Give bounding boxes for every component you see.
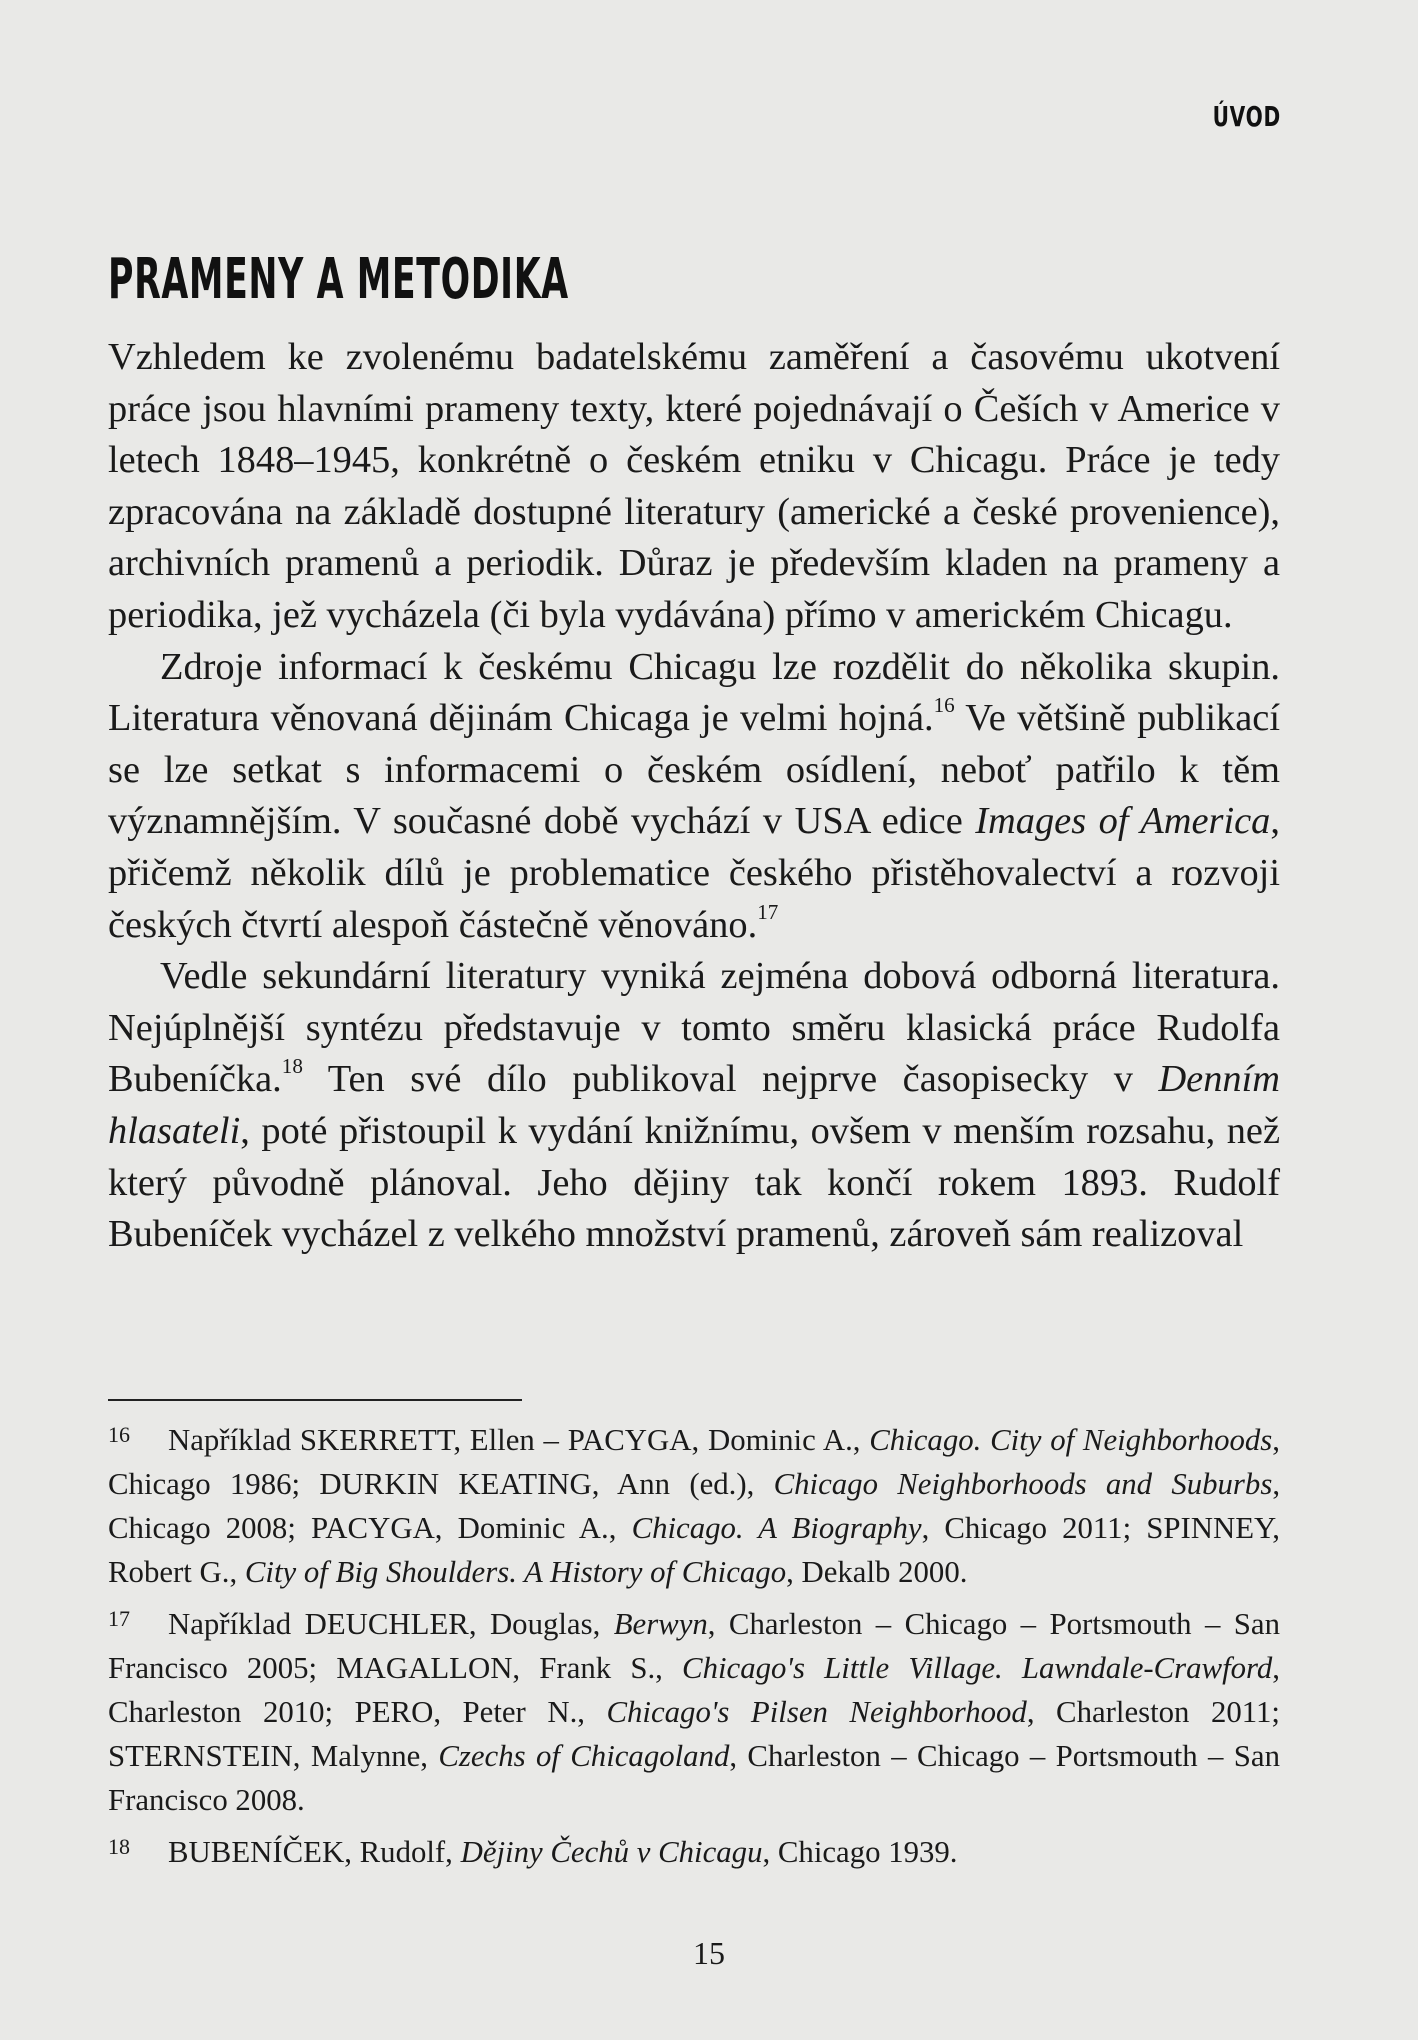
body-text (108, 332, 1280, 1261)
running-head: ÚVOD (1212, 100, 1281, 133)
paragraph-2-text: Zdroje informací k českému Chicagu lze rozdělit do několika skupin. Literatura věnovaná dějinám Chicaga je velmi hojná. (108, 645, 1280, 740)
footnote-18: 18 BUBENÍČEK, Rudolf, Dějiny Čechů v Chicagu, Chicago 1939. (108, 1834, 958, 1869)
chapter-title: PRAMENY A METODIKA (108, 247, 569, 312)
paragraph-2 (108, 642, 1280, 952)
book-title: Chicago Neighborhoods and Suburbs (773, 1467, 1273, 1501)
book-title: Chicago. City of Neighborhoods (869, 1423, 1273, 1457)
footnote-17: 17 Například DEUCHLER, Douglas, Berwyn, Charleston – Chicago – Portsmouth – San Francisco 2005; MAGALLON, Frank S., Chicago's Little Village. Lawndale-Crawford, Charleston 2010; PERO, Peter N., Chicago's Pilsen Neighborhood, Charleston 2011; STERNSTEIN, Malynne, Czechs of Chicagoland, Charleston – Chicago – Portsmouth – San Francisco 2008. (108, 1606, 1280, 1817)
footnote-text: , Charleston – Chicago – Portsmouth – San Francisco 2008. (108, 1739, 1280, 1817)
footnote-16: 16 Například SKERRETT, Ellen – PACYGA, Dominic A., Chicago. City of Neighborhoods, Chicago 1986; DURKIN KEATING, Ann (ed.), Chicago Neighborhoods and Suburbs, Chicago 2008; PACYGA, Dominic A., Chicago. A Biography, Chicago 2011; SPINNEY, Robert G., City of Big Shoulders. A History of Chicago, Dekalb 2000. (108, 1422, 1281, 1589)
footnote-ref-18[interactable]: 18 (281, 1054, 303, 1079)
book-title: Czechs of Chicagoland (438, 1739, 730, 1773)
footnote-divider (108, 1399, 522, 1401)
series-title: Images of America (975, 800, 1271, 843)
footnote-text: , Chicago 1986; DURKIN KEATING, Ann (ed.), (108, 1423, 1280, 1501)
footnote-text: , Charleston 2010; PERO, Peter N., (108, 1651, 1280, 1729)
footnote-text: , Chicago 2008; PACYGA, Dominic A., (108, 1467, 1281, 1545)
footnote-text: Například SKERRETT, Ellen – PACYGA, Dominic A., (168, 1423, 870, 1457)
book-title: City of Big Shoulders. A History of Chicago (244, 1555, 787, 1589)
book-title: Chicago's Pilsen Neighborhood (606, 1695, 1027, 1729)
footnote-text: , Dekalb 2000. (786, 1555, 968, 1589)
footnote-text: , Charleston – Chicago – Portsmouth – San Francisco 2005; MAGALLON, Frank S., (108, 1607, 1280, 1685)
book-title: Berwyn (613, 1607, 708, 1641)
paragraph-3-text: , poté přistoupil k vydání knižnímu, ovšem v menším rozsahu, než který původně plánoval. Jeho dějiny tak končí rokem 1893. Rudolf Bubeníček vycházel z velkého množství pramenů, zároveň sám realizoval (108, 1109, 1280, 1256)
footnote-text: , Charleston 2011; STERNSTEIN, Malynne, (108, 1695, 1280, 1773)
paragraph-2-text: , přičemž několik dílů je problematice českého přistěhovalectví a rozvoji českých čtvrtí alespoň částečně věnováno. (108, 800, 1280, 946)
footnote-ref-16[interactable]: 16 (933, 693, 955, 718)
footnote-ref-17[interactable]: 17 (757, 899, 779, 924)
footnote-text: , Chicago 2011; SPINNEY, Robert G., (108, 1511, 1281, 1589)
footnote-text: BUBENÍČEK, Rudolf, (168, 1835, 461, 1869)
footnote-text: , Chicago 1939. (762, 1835, 958, 1869)
paragraph-3-text: Vedle sekundární literatury vyniká zejména dobová odborná literatura. Nejúplnější syntézu představuje v tomto směru klasická práce Rudolfa Bubeníčka. (108, 955, 1280, 1101)
footnote-text: Například DEUCHLER, Douglas, (168, 1607, 614, 1641)
paragraph-2-text: Ve většině publikací se lze setkat s informacemi o českém osídlení, neboť patřilo k těm významnějším. V současné době vychází v USA edice (108, 697, 1280, 843)
page-number: 15 (693, 1935, 725, 1971)
newspaper-title: Denním hlasateli (108, 1058, 1280, 1152)
book-title: Dějiny Čechů v Chicagu (460, 1835, 763, 1869)
paragraph-1: Vzhledem ke zvolenému badatelskému zaměření a časovému ukotvení práce jsou hlavními prameny texty, které pojednávají o Češích v Americe v letech 1848–1945, konkrétně o českém etniku v Chicagu. Práce je tedy zpracována na základě dostupné literatury (americké a české provenience), archivních pramenů a periodik. Důraz je především kladen na prameny a periodika, jež vycházela (či byla vydávána) přímo v americkém Chicagu. (108, 336, 1280, 636)
paragraph-3 (108, 951, 1280, 1261)
book-title: Chicago's Little Village. Lawndale-Crawford (682, 1651, 1273, 1685)
footnotes (108, 1418, 1280, 1882)
paragraph-3-text: Ten své dílo publikoval nejprve časopisecky v (302, 1058, 1159, 1101)
book-title: Chicago. A Biography (631, 1511, 922, 1545)
